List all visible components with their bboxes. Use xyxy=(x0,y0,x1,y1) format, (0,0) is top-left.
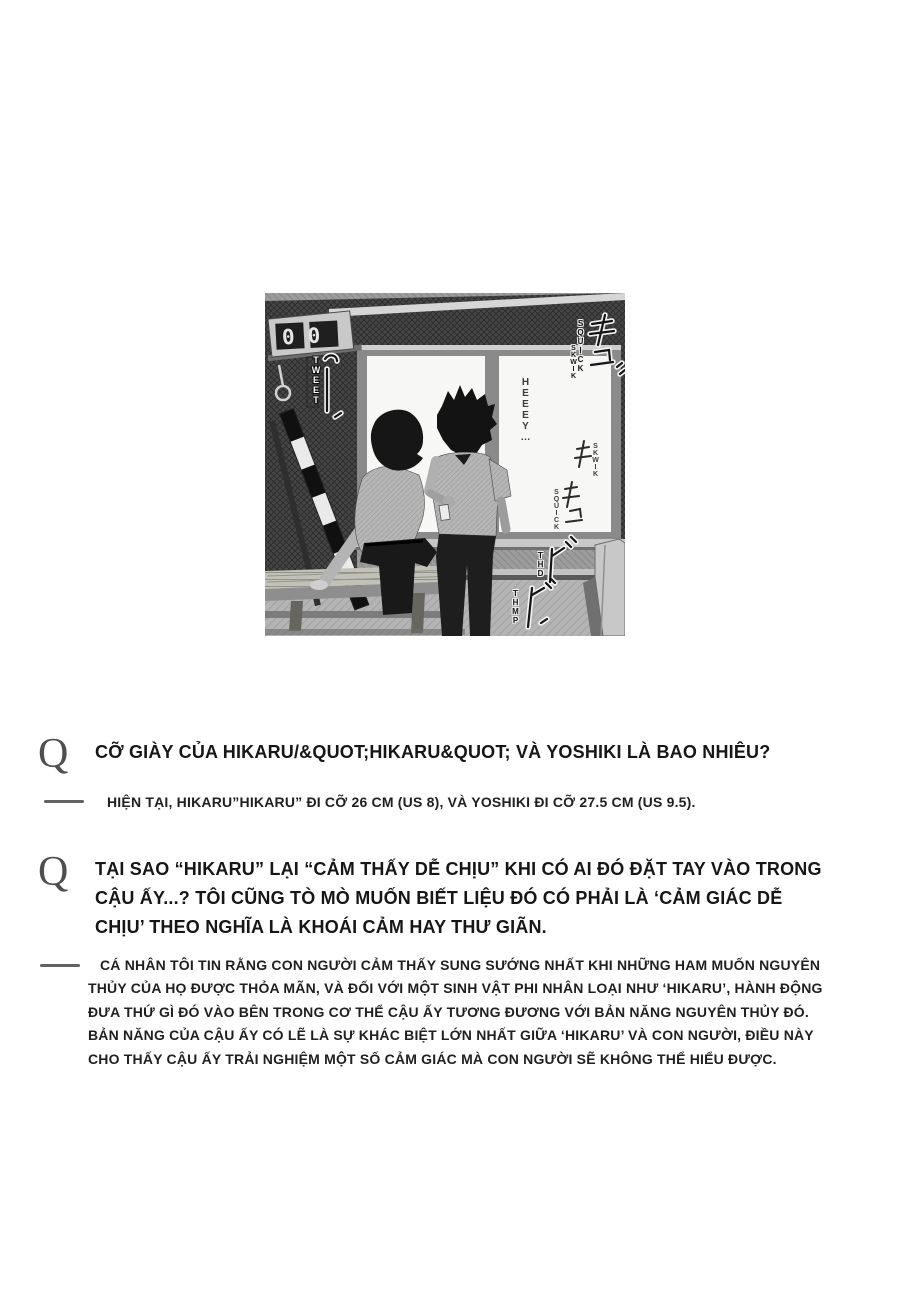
manga-panel xyxy=(265,293,625,636)
qa2-question-line-2: CẬU ẤY...? TÔI CŨNG TÒ MÒ MUỐN BIẾT LIỆU ĐÓ CÓ PHẢI LÀ ‘CẢM GIÁC DỄ xyxy=(95,888,783,908)
sfx-heeey: HEEEY… xyxy=(520,377,531,443)
sitting-figure-hand xyxy=(310,580,328,590)
held-object xyxy=(439,504,450,520)
sfx-squick-top: SQUICK xyxy=(576,319,585,373)
sfx-skwik-mid: SKWIK xyxy=(592,443,599,478)
sfx-thd: THD xyxy=(536,551,545,578)
sfx-skwik-top: SKWIK xyxy=(570,345,577,380)
qa2-answer-dash xyxy=(40,964,80,967)
scoreboard-digits: 00 xyxy=(281,322,334,350)
qa2-answer-line-5: CHO THẤY CẬU ẤY TRẢI NGHIỆM MỘT SỐ CẢM GIÁC MÀ CON NGƯỜI SẼ KHÔNG THỂ HIỂU ĐƯỢC. xyxy=(88,1050,777,1067)
qa2-answer-line-3: ĐƯA THỨ GÌ ĐÓ VÀO BÊN TRONG CƠ THỂ CẬU ẤY TƯƠNG ĐƯƠNG VỚI BẢN NĂNG NGUYÊN THỦY ĐÓ. xyxy=(88,1003,809,1020)
qa2-answer-line-4: BẢN NĂNG CỦA CẬU ẤY CÓ LẼ LÀ SỰ KHÁC BIỆT LỚN NHẤT GIỮA ‘HIKARU’ VÀ CON NGƯỜI, ĐIỀU NÀY xyxy=(88,1027,814,1044)
sfx-squick-mid: SQUICK xyxy=(553,489,560,531)
qa2-answer xyxy=(88,954,823,1071)
qa1-answer: HIỆN TẠI, HIKARU”HIKARU” ĐI CỠ 26 CM (US 8), VÀ YOSHIKI ĐI CỠ 27.5 CM (US 9.5). xyxy=(107,794,696,810)
qa1-q-label: Q xyxy=(38,731,69,777)
qa1-question: CỠ GIÀY CỦA HIKARU/&QUOT;HIKARU&QUOT; VÀ YOSHIKI LÀ BAO NHIÊU? xyxy=(95,742,771,762)
sfx-tweet: TWEET xyxy=(311,355,321,405)
standing-figure-shirt xyxy=(432,452,498,536)
qa2-q-label: Q xyxy=(38,849,69,895)
qa2-question-line-1: TẠI SAO “HIKARU” LẠI “CẢM THẤY DỄ CHỊU” KHI CÓ AI ĐÓ ĐẶT TAY VÀO TRONG xyxy=(95,859,822,879)
qa2-answer-line-2: THỦY CỦA HỌ ĐƯỢC THỎA MÃN, VÀ ĐỐI VỚI MỘT SINH VẬT PHI NHÂN LOẠI NHƯ ‘HIKARU’, HÀNH ĐỘNG xyxy=(88,980,823,997)
sfx-thmp: THMP xyxy=(511,589,520,625)
qa2-answer-line-1: CÁ NHÂN TÔI TIN RẰNG CON NGƯỜI CẢM THẤY SUNG SƯỚNG NHẤT KHI NHỮNG HAM MUỐN NGUYÊN xyxy=(100,957,821,973)
qa1-answer-dash xyxy=(44,800,84,803)
qa2-question-line-3: CHỊU’ THEO NGHĨA LÀ KHOÁI CẢM HAY THƯ GIÃN. xyxy=(95,917,547,937)
qa2-question xyxy=(95,855,822,942)
